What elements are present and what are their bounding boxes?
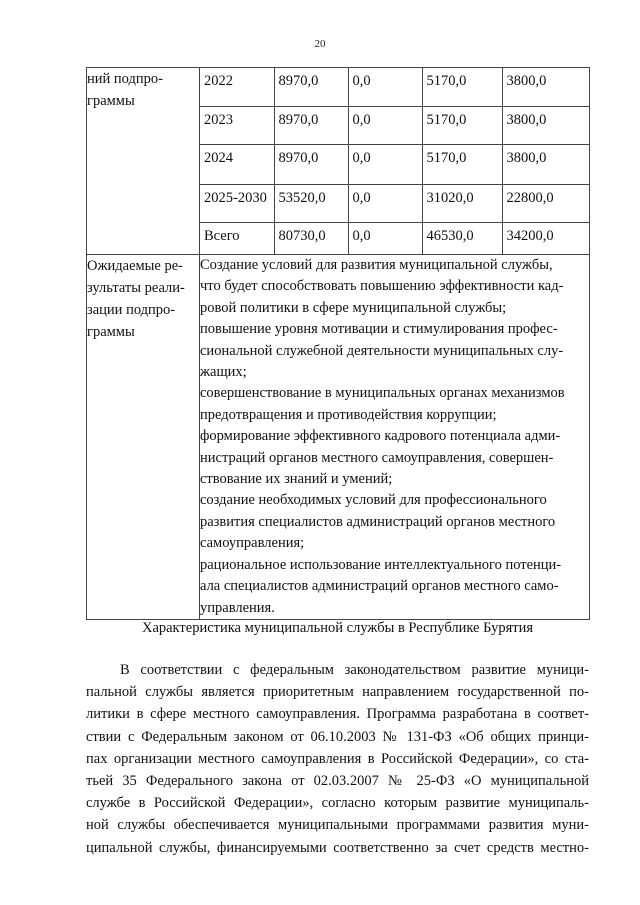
- results-line: ровой политики в сфере муниципальной службы;: [200, 299, 507, 316]
- results-line: жащих;: [200, 364, 247, 381]
- body-line: пальной службы является приоритетным направлением государственной по-: [86, 684, 589, 701]
- results-line: управления.: [200, 599, 275, 616]
- section-heading: Характеристика муниципальной службы в Республике Бурятия: [141, 620, 534, 636]
- results-line: ствование их знаний и умений;: [200, 471, 393, 488]
- results-line: Создание условий для развития муниципальной службы,: [200, 257, 553, 273]
- funding-period: Всего: [200, 222, 274, 254]
- funding-col-2: 0,0: [348, 68, 422, 106]
- funding-col-2: 0,0: [348, 144, 422, 184]
- funding-period: 2025-2030: [200, 184, 274, 222]
- results-row: [87, 255, 590, 620]
- funding-total: 80730,0: [274, 222, 348, 254]
- body-line: службе в Российской Федерации», согласно которым развитие муниципаль-: [86, 795, 589, 812]
- funding-col-2: 0,0: [348, 184, 422, 222]
- body-line: литики в сфере местного самоуправления. Программа разработана в соответ-: [86, 706, 589, 723]
- results-line: сиональной служебной деятельности муниципальных слу-: [200, 342, 564, 359]
- funding-col-4: 3800,0: [502, 144, 590, 184]
- funding-total: 8970,0: [274, 68, 348, 106]
- results-line: совершенствование в муниципальных органах механизмов: [200, 385, 565, 402]
- section-body: [86, 659, 589, 859]
- funding-col-4: 3800,0: [502, 106, 590, 144]
- funding-row: [200, 184, 590, 222]
- results-label-cell: [87, 255, 200, 620]
- funding-period: 2023: [200, 106, 274, 144]
- body-line: тьей 35 Федерального закона от 02.03.2007 № 25-ФЗ «О муниципальной: [86, 773, 589, 790]
- program-table: [86, 67, 590, 620]
- results-line: самоуправления;: [200, 535, 305, 552]
- funding-col-4: 34200,0: [502, 222, 590, 254]
- body-line: ципальной службы, финансируемыми соответственно за счет средств местно-: [86, 839, 589, 856]
- results-line: развития специалистов администраций органов местного: [200, 513, 556, 530]
- results-line: повышение уровня мотивации и стимулирования профес-: [200, 321, 558, 338]
- continued-label: ний подпро- граммы: [87, 71, 163, 109]
- funding-col-3: 5170,0: [422, 68, 502, 106]
- funding-col-3: 31020,0: [422, 184, 502, 222]
- body-line: ствии с Федеральным законом от 06.10.2003 № 131-ФЗ «Об общих принци-: [86, 728, 589, 745]
- body-line: ной службы обеспечивается муниципальными программами развития муни-: [86, 817, 589, 834]
- funding-total: 53520,0: [274, 184, 348, 222]
- funding-col-4: 22800,0: [502, 184, 590, 222]
- funding-total: 8970,0: [274, 106, 348, 144]
- funding-period: 2022: [200, 68, 274, 106]
- results-line: предотвращения и противодействия коррупции;: [200, 406, 497, 423]
- funding-row-total: [200, 222, 590, 254]
- funding-values-cell: [200, 68, 590, 255]
- results-line: создание необходимых условий для профессионального: [200, 492, 547, 509]
- results-line: ала специалистов администраций органов местного само-: [200, 578, 559, 595]
- page-number: 20: [314, 38, 326, 50]
- funding-col-4: 3800,0: [502, 68, 590, 106]
- funding-row: [200, 106, 590, 144]
- results-line: что будет способствовать повышению эффективности кад-: [200, 278, 564, 295]
- results-label: Ожидаемые ре- зультаты реали- зации подпро- граммы: [87, 258, 185, 340]
- results-text-cell: [200, 255, 590, 620]
- results-line: рациональное использование интеллектуального потенци-: [200, 556, 562, 573]
- funding-total: 8970,0: [274, 144, 348, 184]
- funding-col-3: 5170,0: [422, 144, 502, 184]
- funding-col-2: 0,0: [348, 222, 422, 254]
- funding-row: [200, 68, 590, 106]
- body-line: В соответствии с федеральным законодательством развитие муници-: [120, 662, 589, 678]
- results-line: нистраций органов местного самоуправления, совершен-: [200, 449, 554, 466]
- funding-section-row: [87, 68, 590, 255]
- results-line: формирование эффективного кадрового потенциала адми-: [200, 428, 561, 445]
- funding-table: [200, 68, 590, 254]
- funding-label-cell: [87, 68, 200, 255]
- body-line: пах организации местного самоуправления в Российской Федерации», со ста-: [86, 750, 589, 767]
- funding-col-3: 46530,0: [422, 222, 502, 254]
- funding-period: 2024: [200, 144, 274, 184]
- funding-col-3: 5170,0: [422, 106, 502, 144]
- funding-col-2: 0,0: [348, 106, 422, 144]
- funding-row: [200, 144, 590, 184]
